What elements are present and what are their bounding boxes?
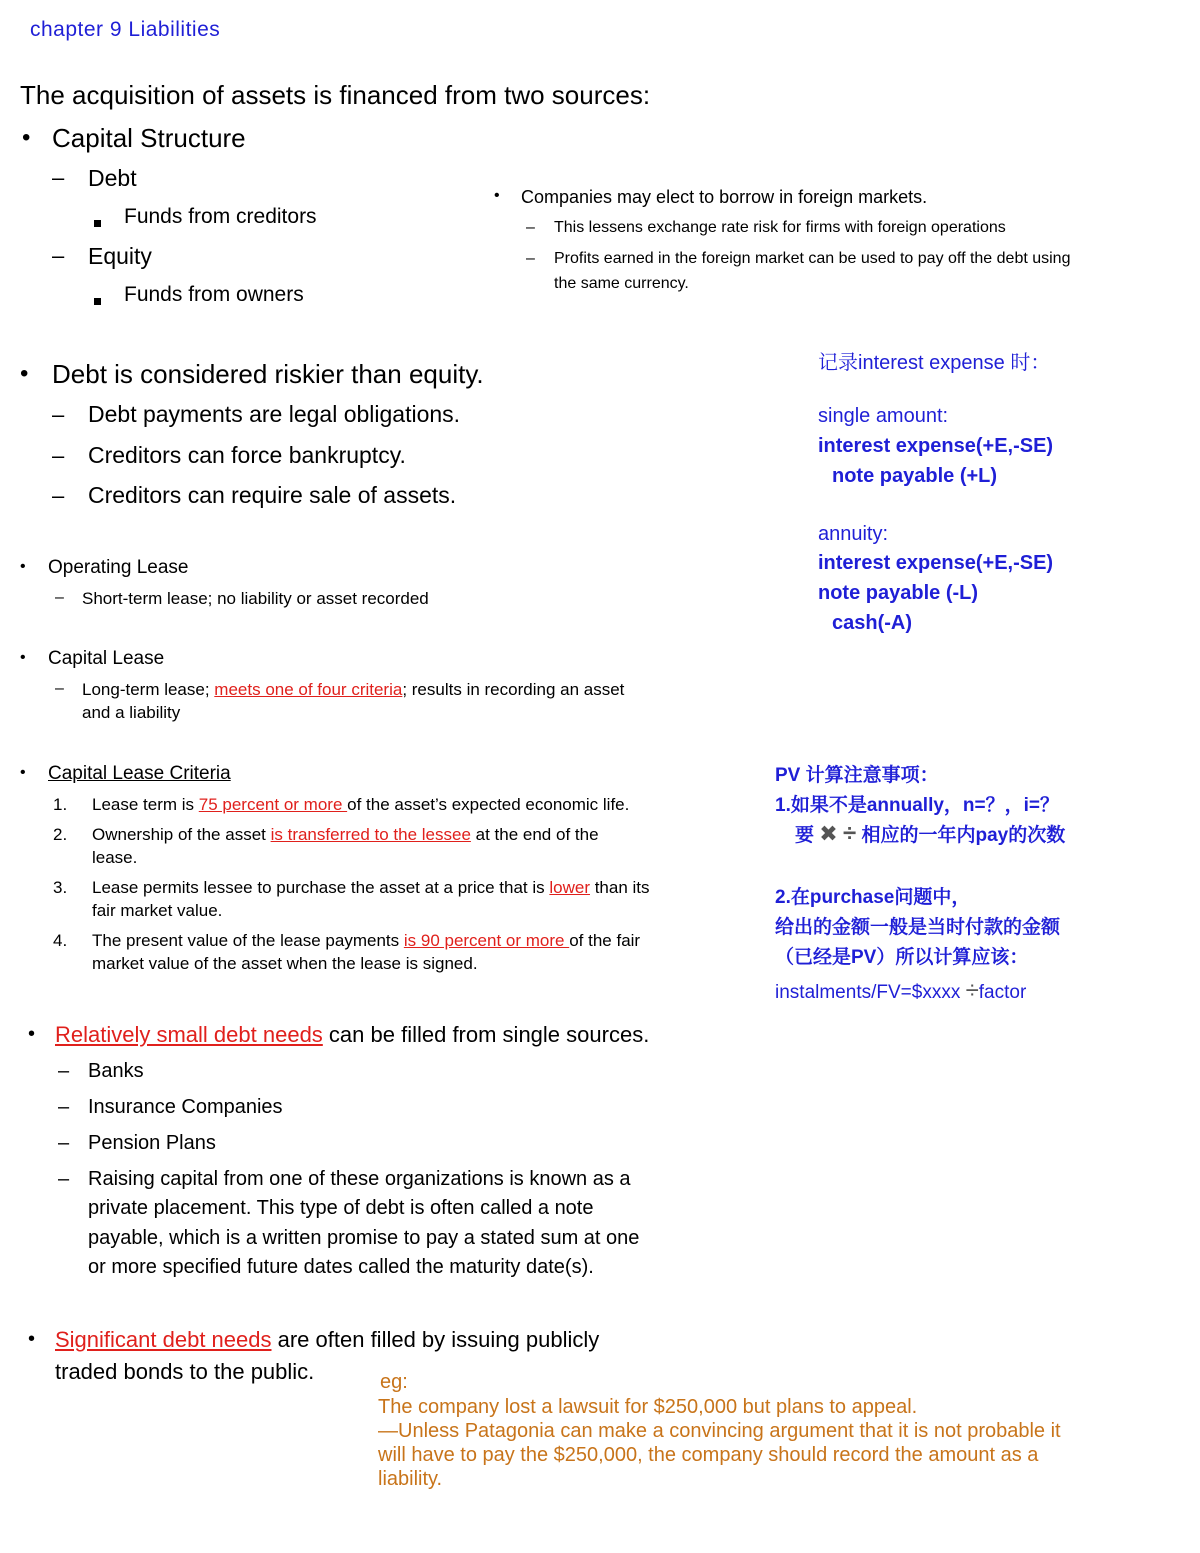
- pv-point-1b: [795, 820, 1065, 848]
- pv-formula-pre: instalments/FV=$xxxx: [775, 982, 966, 1003]
- intro-heading: The acquisition of assets is financed from two sources:: [20, 80, 651, 110]
- pv-point-1b-post: 相应的一年内pay的次数: [861, 825, 1066, 846]
- funds-creditors: Funds from creditors: [124, 205, 317, 228]
- criteria-text: than its: [589, 878, 650, 897]
- dash-icon: –: [52, 483, 65, 508]
- dash-icon: –: [58, 1132, 70, 1154]
- criteria-num: 1.: [53, 795, 68, 814]
- criteria-highlight: is transferred to the lessee: [270, 825, 471, 844]
- divide-icon: ÷: [965, 977, 979, 1004]
- bullet-dot-icon: •: [28, 1023, 36, 1045]
- funds-owners: Funds from owners: [124, 283, 304, 306]
- dash-icon: –: [526, 250, 535, 267]
- annuity-line-2: note payable (-L): [818, 582, 979, 604]
- foreign-sub2-line1: Profits earned in the foreign market can be used to pay off the debt using: [554, 250, 1071, 267]
- criteria-2: [92, 825, 599, 845]
- significant-debt-red: Significant debt needs: [55, 1327, 272, 1352]
- small-debt-main: [55, 1022, 649, 1048]
- dash-icon: –: [55, 680, 64, 697]
- criteria-text: at the end of the: [470, 825, 599, 844]
- small-debt-rest: can be filled from single sources.: [322, 1022, 650, 1047]
- example-line-1: The company lost a lawsuit for $250,000 but plans to appeal.: [378, 1396, 918, 1418]
- dash-icon: –: [52, 443, 65, 468]
- annuity-line-1: interest expense(+E,-SE): [818, 552, 1054, 574]
- capital-lease-title: Capital Lease: [48, 648, 165, 669]
- example-line-3: will have to pay the $250,000, the company should record the amount as a: [378, 1444, 1039, 1466]
- small-debt-red: Relatively small debt needs: [55, 1022, 323, 1047]
- criteria-3-line2: fair market value.: [92, 901, 223, 920]
- dash-icon: –: [52, 165, 65, 190]
- criteria-text: of the asset’s expected economic life.: [347, 795, 630, 814]
- private-line: private placement. This type of debt is often called a note: [88, 1197, 594, 1219]
- divide-icon: ÷: [843, 820, 857, 847]
- dash-icon: –: [52, 243, 65, 268]
- criteria-4-line2: market value of the asset when the lease is signed.: [92, 954, 478, 973]
- pv-point-2b: 给出的金额一般是当时付款的金额: [775, 917, 1061, 938]
- square-bullet-icon: [94, 214, 101, 232]
- criteria-text: Lease permits lessee to purchase the asset at a price that is: [92, 878, 550, 897]
- bullet-dot-icon: •: [494, 187, 500, 204]
- significant-debt-rest: are often filled by issuing publicly: [271, 1327, 600, 1352]
- bullet-dot-icon: •: [20, 558, 26, 575]
- debt-label: Debt: [88, 165, 137, 191]
- single-label: single amount:: [818, 405, 949, 427]
- criteria-text: of the fair: [569, 931, 641, 950]
- significant-debt-main: [55, 1327, 599, 1353]
- capital-lease-pre: Long-term lease;: [82, 680, 215, 699]
- pv-point-2c: （已经是PV）所以计算应该：: [775, 947, 1029, 968]
- riskier-item: Creditors can force bankruptcy.: [88, 442, 406, 468]
- foreign-sub2-line2: the same currency.: [554, 275, 689, 292]
- riskier-main: Debt is considered riskier than equity.: [52, 359, 484, 389]
- criteria-2-line2: lease.: [92, 848, 138, 867]
- private-line: payable, which is a written promise to pay a stated sum at one: [88, 1227, 640, 1249]
- small-debt-item: Pension Plans: [88, 1132, 216, 1154]
- dash-icon: –: [58, 1096, 70, 1118]
- pv-point-1b-pre: 要: [795, 825, 815, 846]
- square-bullet-icon: [94, 292, 101, 310]
- bullet-dot-icon: •: [28, 1328, 36, 1350]
- example-label: eg:: [380, 1371, 408, 1393]
- capital-lease-red: meets one of four criteria: [214, 680, 403, 699]
- criteria-num: 3.: [53, 878, 68, 897]
- example-line-4: liability.: [378, 1468, 443, 1490]
- criteria-highlight: is 90 percent or more: [403, 931, 570, 950]
- small-debt-item: Banks: [88, 1060, 144, 1082]
- pv-title: PV 计算注意事项：: [775, 765, 939, 786]
- criteria-highlight: lower: [549, 878, 590, 897]
- dash-icon: –: [55, 589, 64, 606]
- bullet-dot-icon: •: [22, 124, 31, 151]
- criteria-num: 4.: [53, 931, 68, 950]
- pv-formula: [775, 977, 1026, 1005]
- operating-lease-title: Operating Lease: [48, 557, 189, 578]
- bullet-dot-icon: •: [20, 764, 26, 781]
- capital-lease-line2: and a liability: [82, 703, 181, 722]
- criteria-3: [92, 878, 650, 898]
- interest-heading: 记录interest expense 时：: [818, 352, 1051, 374]
- criteria-highlight: 75 percent or more: [198, 795, 348, 814]
- bullet-dot-icon: •: [20, 649, 26, 666]
- criteria-title: Capital Lease Criteria: [48, 763, 231, 784]
- example-line-2: —Unless Patagonia can make a convincing argument that it is not probable it: [378, 1420, 1061, 1442]
- capital-lease-post: ; results in recording an asset: [402, 680, 625, 699]
- private-line: Raising capital from one of these organizations is known as a: [88, 1168, 631, 1190]
- multiply-icon: ✖: [819, 821, 838, 846]
- significant-debt-line2: traded bonds to the public.: [55, 1359, 315, 1384]
- riskier-item: Debt payments are legal obligations.: [88, 401, 461, 427]
- foreign-sub1: This lessens exchange rate risk for firms with foreign operations: [554, 219, 1006, 236]
- annuity-label: annuity:: [818, 523, 889, 545]
- riskier-item: Creditors can require sale of assets.: [88, 482, 457, 508]
- capital-structure: Capital Structure: [52, 123, 246, 153]
- single-line-2: note payable (+L): [832, 465, 998, 487]
- bullet-dot-icon: •: [20, 360, 29, 387]
- criteria-4: [92, 931, 640, 951]
- criteria-text: The present value of the lease payments: [92, 931, 404, 950]
- dash-icon: –: [526, 219, 535, 236]
- pv-formula-post: factor: [978, 982, 1027, 1003]
- dash-icon: –: [52, 402, 65, 427]
- criteria-num: 2.: [53, 825, 68, 844]
- pv-point-1: 1.如果不是annually，n=？，i=？: [775, 795, 1059, 816]
- dash-icon: –: [58, 1060, 70, 1082]
- criteria-1: [92, 795, 629, 815]
- capital-lease-desc: [82, 680, 624, 700]
- annuity-line-3: cash(-A): [832, 612, 913, 634]
- foreign-main: Companies may elect to borrow in foreign markets.: [521, 187, 928, 207]
- small-debt-item: Insurance Companies: [88, 1096, 283, 1118]
- pv-point-2: 2.在purchase问题中，: [775, 887, 971, 908]
- criteria-text: Lease term is: [92, 795, 199, 814]
- criteria-text: Ownership of the asset: [92, 825, 271, 844]
- dash-icon: –: [58, 1168, 70, 1190]
- equity-label: Equity: [88, 243, 152, 269]
- single-line-1: interest expense(+E,-SE): [818, 435, 1054, 457]
- chapter-title: chapter 9 Liabilities: [30, 18, 221, 41]
- operating-lease-desc: Short-term lease; no liability or asset recorded: [82, 589, 429, 608]
- private-line: or more specified future dates called the maturity date(s).: [88, 1256, 594, 1278]
